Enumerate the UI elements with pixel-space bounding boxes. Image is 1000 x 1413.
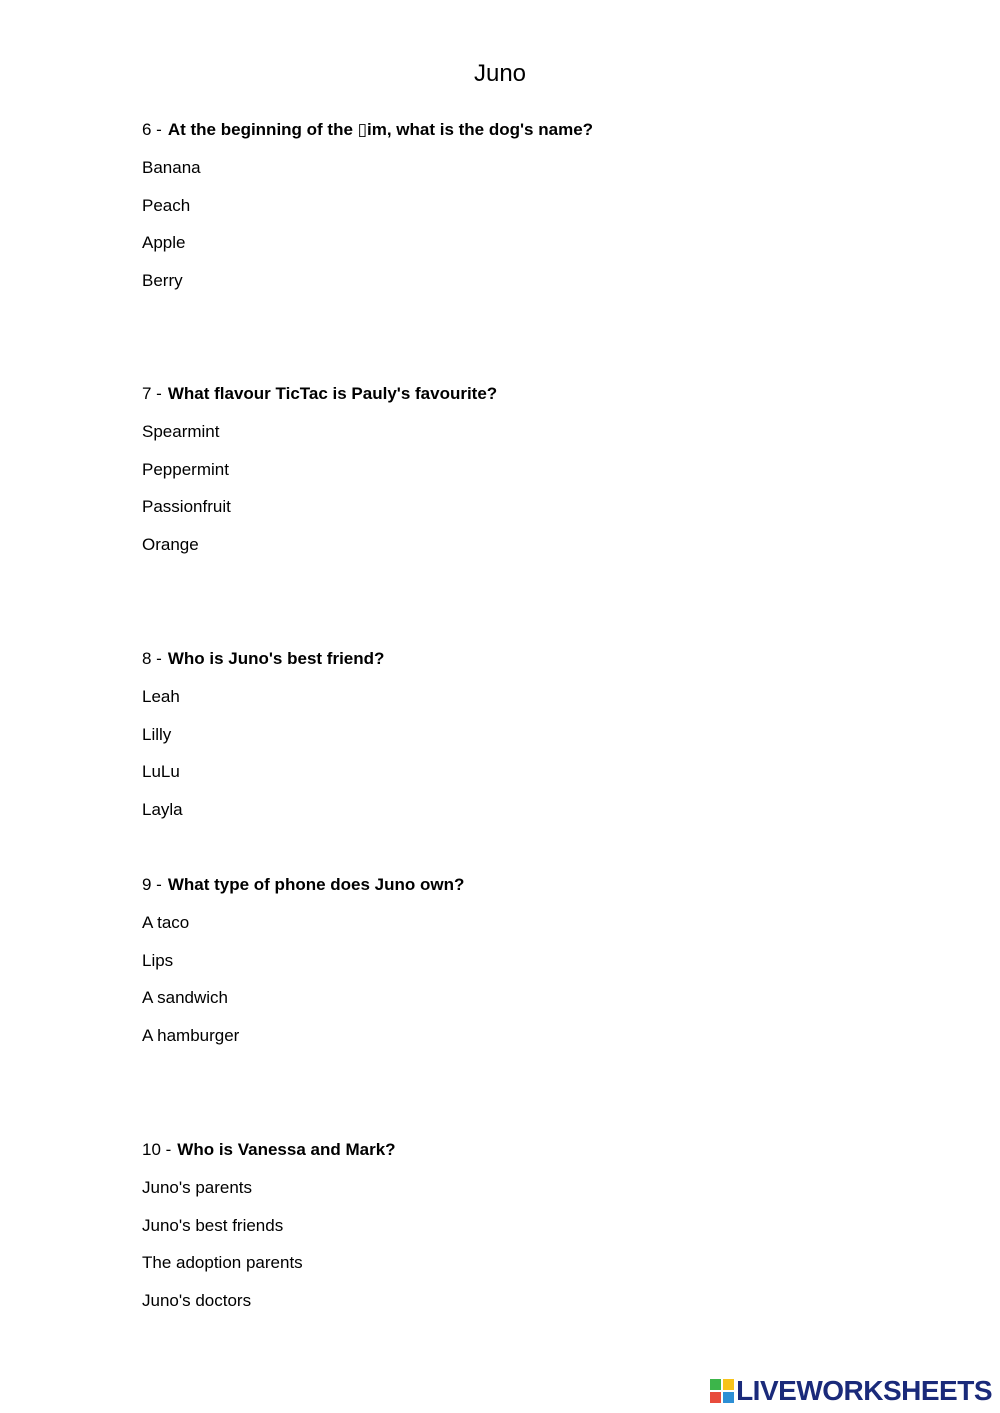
liveworksheets-logo-icon <box>710 1379 734 1403</box>
liveworksheets-logo <box>710 1375 992 1407</box>
answer-option[interactable]: Juno's parents <box>142 1178 253 1197</box>
question-10 <box>142 1140 396 1329</box>
answer-option[interactable]: LuLu <box>142 762 180 782</box>
answer-option[interactable]: Peach <box>142 195 191 215</box>
question-prompt <box>142 120 593 140</box>
question-prompt <box>142 384 497 404</box>
answer-option[interactable]: Peppermint <box>142 459 229 479</box>
answer-option[interactable]: Passionfruit <box>142 497 231 517</box>
answer-option[interactable]: Orange <box>142 535 199 555</box>
question-number: 10 - <box>142 1140 172 1159</box>
worksheet-title: Juno <box>473 60 527 87</box>
answer-option[interactable]: A hamburger <box>142 1026 240 1046</box>
question-prompt <box>142 1140 396 1160</box>
question-text: Who is Vanessa and Mark? <box>177 1140 396 1159</box>
question-number: 6 - <box>142 120 162 139</box>
question-text: What flavour TicTac is Pauly's favourite? <box>167 384 498 403</box>
answer-option[interactable]: Lilly <box>142 724 172 744</box>
question-6 <box>142 120 593 309</box>
question-number: 8 - <box>142 649 162 668</box>
question-number: 7 - <box>142 384 162 403</box>
question-prompt <box>142 649 384 669</box>
question-7 <box>142 384 497 573</box>
answer-option[interactable]: Berry <box>142 271 183 291</box>
logo-text: LIVEWORKSHEETS <box>736 1375 992 1406</box>
answer-option[interactable]: Lips <box>142 950 174 970</box>
question-text: What type of phone does Juno own? <box>167 875 465 894</box>
question-prompt <box>142 875 464 895</box>
answer-option[interactable]: Leah <box>142 687 180 706</box>
answer-option[interactable]: Apple <box>142 233 186 253</box>
question-9 <box>142 875 464 1064</box>
answer-option[interactable]: Banana <box>142 158 201 177</box>
answer-option[interactable]: Spearmint <box>142 422 220 441</box>
answer-option[interactable]: Layla <box>142 800 183 820</box>
answer-option[interactable]: A taco <box>142 913 190 932</box>
question-text: Who is Juno's best friend? <box>167 649 385 668</box>
answer-option[interactable]: A sandwich <box>142 988 228 1008</box>
question-text: At the beginning of the ▯im, what is the dog's name? <box>167 120 594 139</box>
answer-option[interactable]: Juno's best friends <box>142 1215 284 1235</box>
question-8 <box>142 649 384 838</box>
question-number: 9 - <box>142 875 162 894</box>
answer-option[interactable]: The adoption parents <box>142 1253 303 1273</box>
answer-option[interactable]: Juno's doctors <box>142 1291 252 1311</box>
